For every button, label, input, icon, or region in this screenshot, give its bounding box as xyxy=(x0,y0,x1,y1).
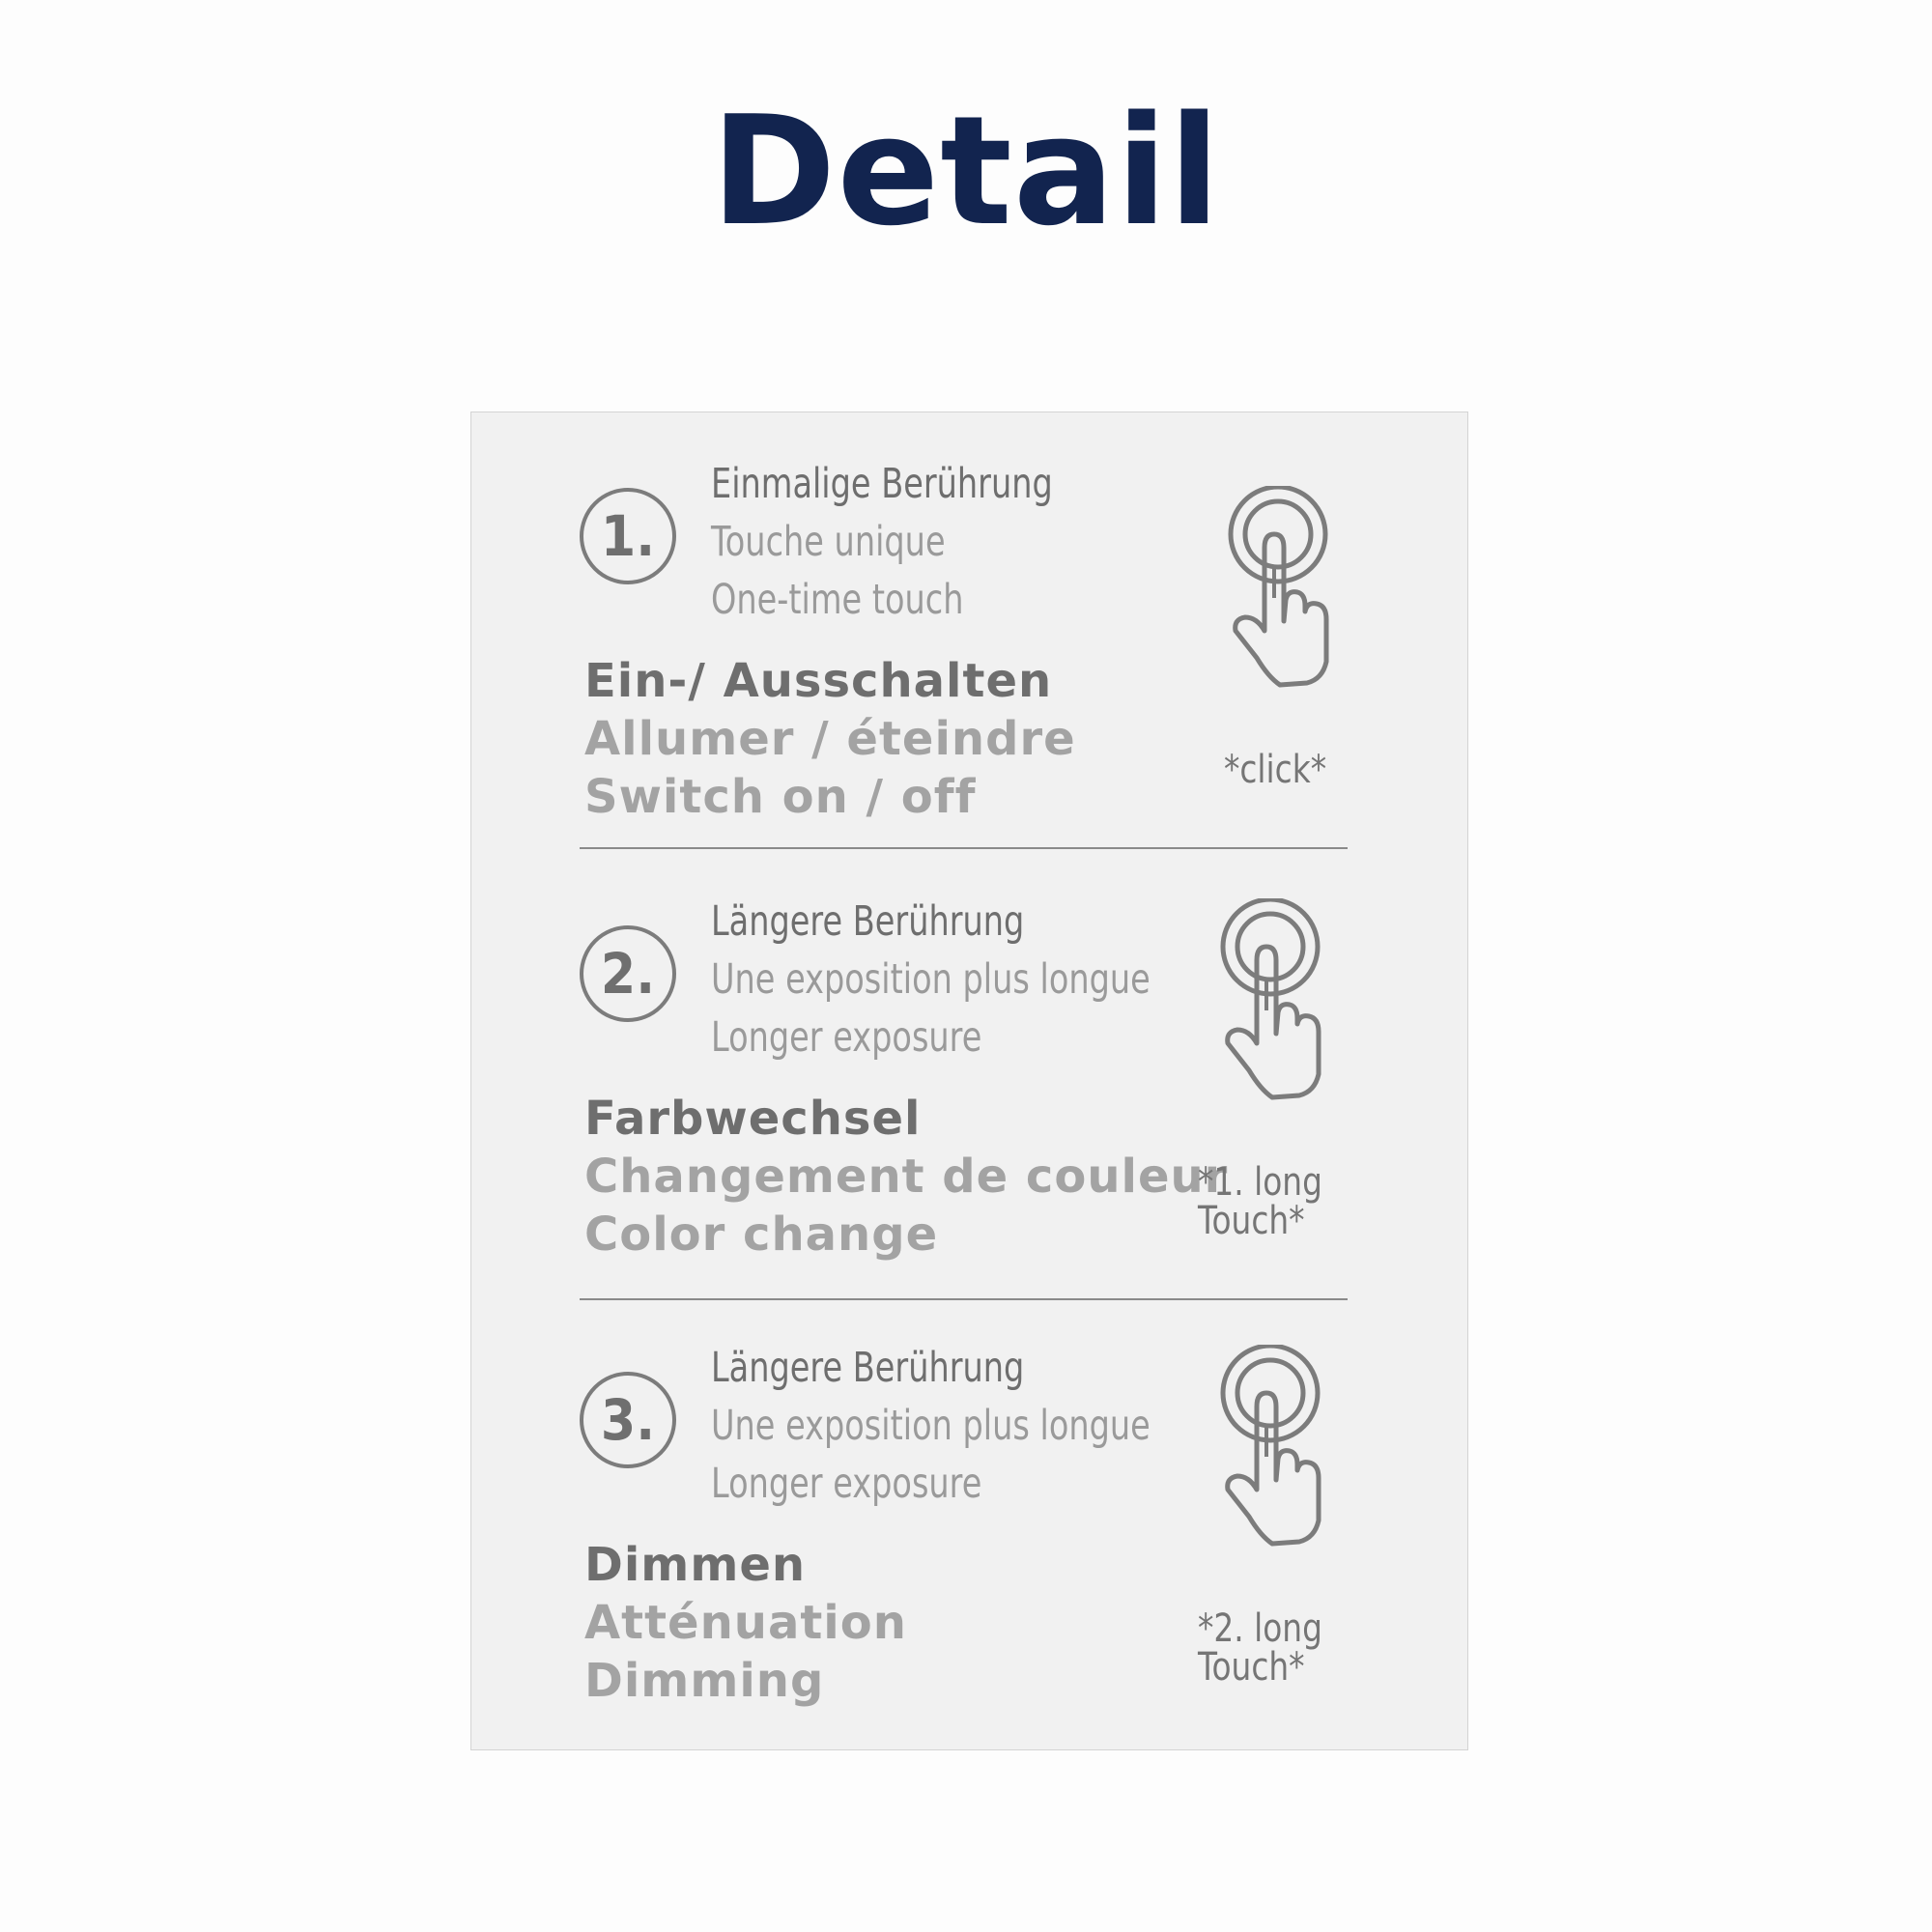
touch-type-de: Einmalige Berührung xyxy=(711,460,1053,508)
divider xyxy=(580,1298,1348,1300)
function-de: Ein-/ Ausschalten xyxy=(584,654,1053,708)
touch-type-en: Longer exposure xyxy=(711,1460,982,1508)
function-en: Color change xyxy=(584,1208,939,1262)
function-de: Farbwechsel xyxy=(584,1092,922,1146)
touch-type-fr: Une exposition plus longue xyxy=(711,1402,1151,1450)
touch-type-de: Längere Berührung xyxy=(711,1344,1025,1392)
gesture-label xyxy=(1224,748,1327,792)
function-en: Switch on / off xyxy=(584,770,977,824)
function-en: Dimming xyxy=(584,1654,825,1708)
gesture-label xyxy=(1198,1606,1322,1690)
touch-type-fr: Une exposition plus longue xyxy=(711,955,1151,1004)
pointing-hand-icon xyxy=(1220,1345,1346,1548)
step-number-badge: 1. xyxy=(580,488,676,584)
function-fr: Changement de couleur xyxy=(584,1150,1229,1204)
gesture-label-line: Touch* xyxy=(1198,1645,1305,1690)
touch-type-en: One-time touch xyxy=(711,576,964,624)
step-number-badge: 3. xyxy=(580,1372,676,1468)
gesture-label-line: Touch* xyxy=(1198,1199,1305,1243)
function-de: Dimmen xyxy=(584,1538,807,1592)
pointing-hand-icon xyxy=(1220,898,1346,1101)
touch-type-en: Longer exposure xyxy=(711,1013,982,1062)
divider xyxy=(580,847,1348,849)
instruction-card xyxy=(470,412,1468,1750)
gesture-label xyxy=(1198,1160,1322,1243)
function-text xyxy=(584,1090,1228,1264)
gesture-label-line: *click* xyxy=(1224,748,1327,792)
pointing-hand-icon xyxy=(1228,486,1353,689)
gesture-label-line: *1. long xyxy=(1198,1160,1322,1205)
function-fr: Allumer / éteindre xyxy=(584,712,1076,766)
gesture-label-line: *2. long xyxy=(1198,1606,1322,1651)
touch-type-text xyxy=(711,893,1151,1066)
touch-type-de: Längere Berührung xyxy=(711,897,1025,946)
touch-type-text xyxy=(711,1339,1151,1513)
touch-type-fr: Touche unique xyxy=(711,518,946,566)
function-fr: Atténuation xyxy=(584,1596,907,1650)
page-title: Detail xyxy=(710,83,1222,259)
function-text xyxy=(584,652,1076,826)
touch-type-text xyxy=(711,455,1053,629)
step-number-badge: 2. xyxy=(580,925,676,1022)
function-text xyxy=(584,1536,907,1710)
